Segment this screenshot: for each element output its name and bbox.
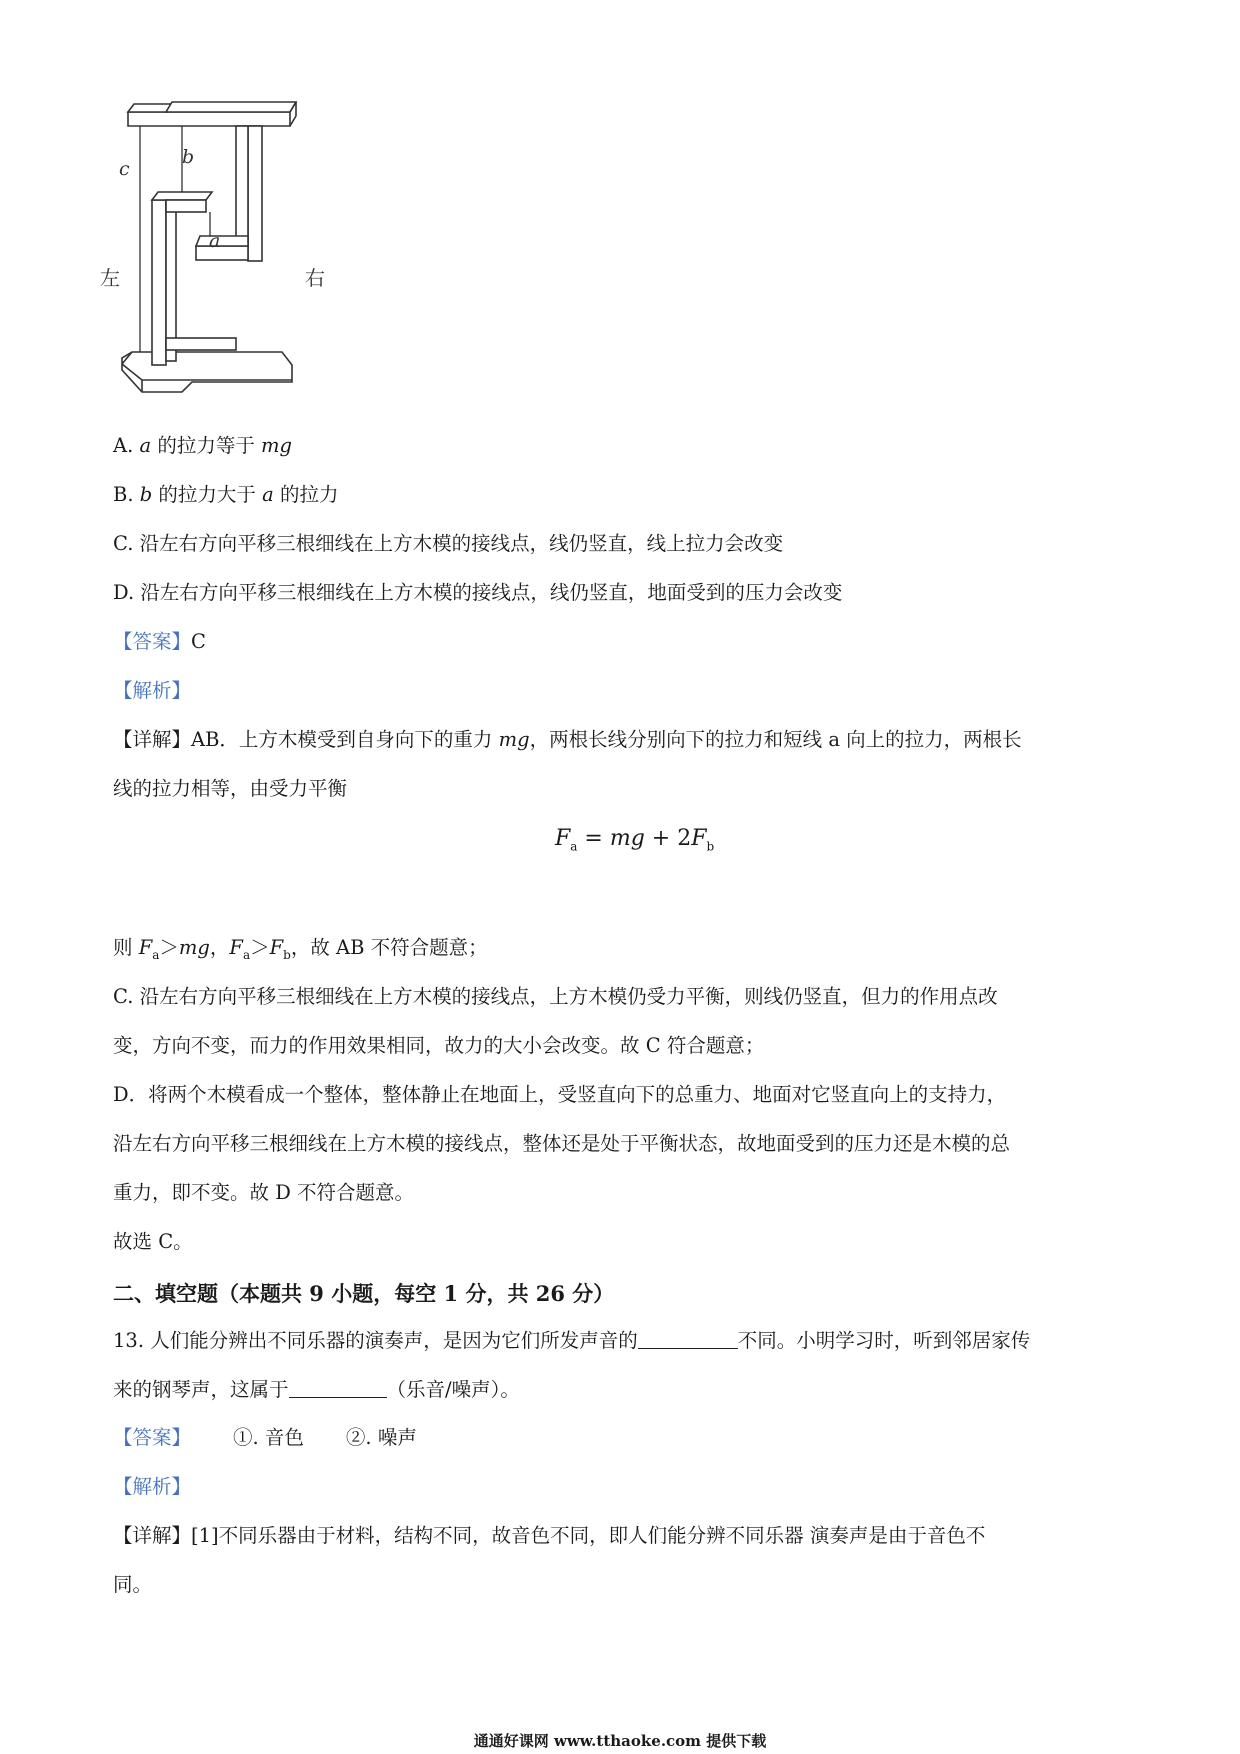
- q13-text: 13. 人们能分辨出不同乐器的演奏声，是因为它们所发声音的: [113, 1329, 638, 1352]
- answer-tag: 【答案】: [113, 1426, 192, 1449]
- option-b: [113, 481, 338, 509]
- q12-detail-line2: 线的拉力相等，由受力平衡: [113, 777, 348, 800]
- q12-d-line3: 重力，即不变。故 D 不符合题意。: [113, 1181, 415, 1204]
- then-prefix: 则: [113, 936, 139, 959]
- side-label-left: 左: [100, 266, 120, 290]
- q13-detail-line1: [113, 1522, 985, 1550]
- formula-eq: =: [577, 826, 610, 851]
- option-b-var2: a: [262, 483, 274, 506]
- detail-text: ，两根长线分别向下的拉力和短线 a 向上的拉力，两根长: [529, 728, 1022, 751]
- q12-d-line2: 沿左右方向平移三根细线在上方木模的接线点，整体还是处于平衡状态，故地面受到的压力还是木模的总: [113, 1132, 1011, 1155]
- formula-rhs: F: [691, 826, 707, 851]
- option-a-var: a: [139, 434, 152, 457]
- q13-analysis-tag: 【解析】: [113, 1475, 192, 1498]
- section-heading: 二、填空题（本题共 9 小题，每空 1 分，共 26 分）: [113, 1281, 615, 1306]
- q13-detail-line2: 同。: [113, 1573, 153, 1596]
- answer-tag: 【答案】: [113, 630, 192, 653]
- then-sub: b: [283, 947, 291, 962]
- q13-blank-1[interactable]: [638, 1326, 738, 1349]
- q13-text: 不同。小明学习时，听到邻居家传: [737, 1329, 1031, 1352]
- then-gt: ＞: [159, 936, 179, 959]
- q12-then-line: [113, 934, 488, 969]
- option-c: C. 沿左右方向平移三根细线在上方木模的接线点，线仍竖直，线上拉力会改变: [113, 532, 784, 555]
- q12-conclusion: 故选 C。: [113, 1230, 193, 1253]
- q12-d-line1: D．将两个木模看成一个整体，整体静止在地面上，受竖直向下的总重力、地面对它竖直向上的支持力，: [113, 1083, 1007, 1106]
- option-a: [113, 432, 292, 460]
- formula-lhs: F: [555, 826, 571, 851]
- q13-answer-1: ①. 音色: [233, 1426, 304, 1449]
- q13-blank-2[interactable]: [289, 1375, 387, 1398]
- then-sub: a: [242, 947, 251, 962]
- q13-text: 来的钢琴声，这属于: [113, 1378, 289, 1401]
- then-f: F: [269, 936, 284, 959]
- option-a-text: 的拉力等于: [151, 434, 262, 457]
- wooden-model-diagram: [110, 100, 340, 410]
- q12-c-line1: C. 沿左右方向平移三根细线在上方木模的接线点，上方木模仍受力平衡，则线仍竖直，但力的作用点改: [113, 985, 998, 1008]
- formula-rhs-sub: b: [706, 839, 715, 854]
- then-sub: a: [152, 947, 160, 962]
- then-comma: ，: [209, 936, 230, 959]
- option-a-prefix: A.: [113, 434, 140, 457]
- then-f: F: [229, 936, 243, 959]
- string-label-a: a: [209, 230, 221, 252]
- page-footer: 通通好课网 www.tthaoke.com 提供下载: [473, 1732, 767, 1750]
- formula-mg: mg: [609, 826, 645, 851]
- formula-plus: + 2: [644, 826, 692, 851]
- then-mg: mg: [178, 936, 210, 959]
- string-label-c: c: [119, 158, 130, 180]
- then-tail: ，故 AB 不符合题意；: [290, 936, 488, 959]
- option-d: D. 沿左右方向平移三根细线在上方木模的接线点，线仍竖直，地面受到的压力会改变: [113, 581, 843, 604]
- detail-mg: mg: [498, 728, 530, 751]
- option-b-text2: 的拉力: [273, 483, 339, 506]
- q13-answer-2: ②. 噪声: [345, 1426, 417, 1449]
- force-balance-formula: [555, 826, 714, 853]
- formula-lhs-sub: a: [570, 839, 578, 854]
- option-b-var1: b: [139, 483, 153, 506]
- then-f: F: [138, 936, 153, 959]
- detail-text: [1]不同乐器由于材料，结构不同，故音色不同，即人们能分辨不同乐器 演奏声是由于音色不: [191, 1524, 986, 1547]
- q12-detail-line1: [113, 726, 1022, 754]
- wooden-model-figure: [100, 100, 340, 410]
- option-b-prefix: B.: [113, 483, 140, 506]
- q13-answer: [113, 1424, 417, 1452]
- answer-value: C: [191, 630, 206, 653]
- q13-text: （乐音/噪声）。: [386, 1378, 520, 1401]
- q13-line1: [113, 1326, 1030, 1355]
- option-b-text1: 的拉力大于: [152, 483, 263, 506]
- detail-tag: 【详解】: [113, 1524, 192, 1547]
- then-gt: ＞: [250, 936, 270, 959]
- side-label-right: 右: [305, 266, 325, 290]
- q12-c-line2: 变，方向不变，而力的作用效果相同，故力的大小会改变。故 C 符合题意；: [113, 1034, 765, 1057]
- detail-tag: 【详解】: [113, 728, 192, 751]
- option-a-mg: mg: [261, 434, 293, 457]
- string-label-b: b: [182, 146, 195, 168]
- detail-text: AB．上方木模受到自身向下的重力: [191, 728, 499, 751]
- q12-analysis-tag: 【解析】: [113, 679, 192, 702]
- q12-answer: [113, 628, 206, 656]
- q13-line2: [113, 1375, 520, 1404]
